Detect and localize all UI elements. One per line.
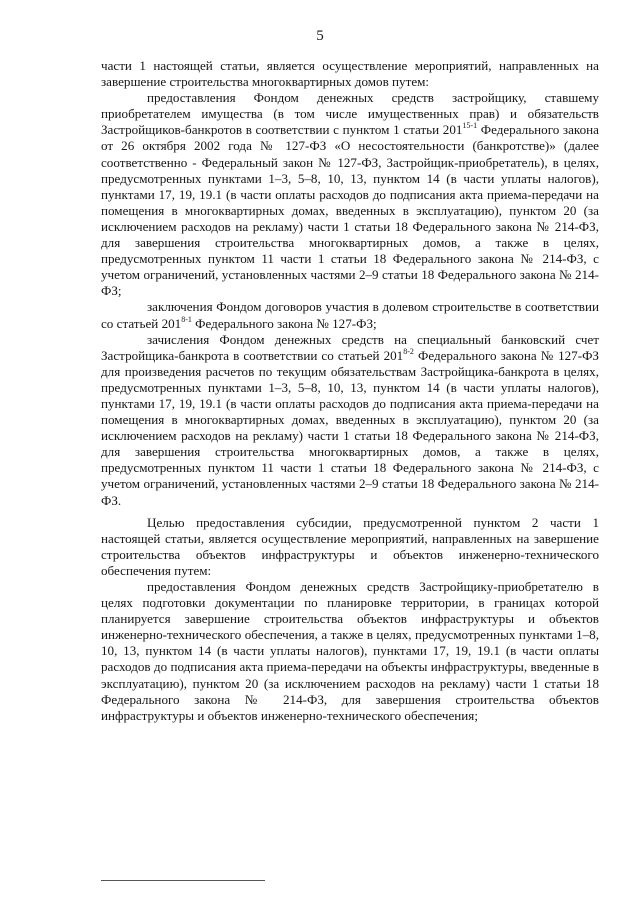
paragraph xyxy=(101,579,599,724)
paragraph-text: Федерального закона от 26 октября 2002 года № 127-ФЗ «О несостоятельности (банкротстве)» (далее соответственно - Федеральный закон № 127-ФЗ, Застройщик-приобретатель), в целях, предусмотренных пунктами 1–3, 5–8, 10, 13, пунктом 14 (в части уплаты налогов), пунктами 17, 19, 19.1 (в части оплаты расходов до подписания акта приема-передачи на помещения в многоквартирных домах, введенных в эксплуатацию), пунктом 20 (за исключением расходов на рекламу) части 1 статьи 18 Федерального закона № 214-ФЗ, для завершения строительства многоквартирных домов, а также в целях, предусмотренных пунктом 11 части 1 статьи 18 Федерального закона № 214-ФЗ, с учетом ограничений, установленных частями 2–9 статьи 18 Федерального закона № 214-ФЗ; xyxy=(101,122,599,299)
footnote-separator xyxy=(101,880,265,881)
paragraph xyxy=(101,332,599,509)
article-superscript: 8-1 xyxy=(181,314,192,324)
paragraph-text: предоставления Фондом денежных средств Застройщику-приобретателю в целях подготовки документации по планировке территории, в границах которой планируется завершение строительства объектов инфраструктуры и объектов инженерно-технического обеспечения, а также в целях, предусмотренных пунктами 1–8, 10, 13, пунктом 14 (в части уплаты налогов), пунктами 17, 19, 19.1 (в части оплаты расходов до подписания акта приема-передачи на объекты инфраструктуры, введенные в эксплуатацию), пунктом 20 (за исключением расходов на рекламу) части 1 статьи 18 Федерального закона № 214-ФЗ, для завершения строительства объектов инфраструктуры и объектов инженерно-технического обеспечения; xyxy=(101,579,599,723)
document-body xyxy=(101,58,599,724)
paragraph-text: заключения Фондом договоров участия в долевом строительстве в соответствии со статьей 201 xyxy=(101,299,599,331)
paragraph xyxy=(101,515,599,579)
paragraph xyxy=(101,90,599,299)
paragraph xyxy=(101,299,599,331)
paragraph-text: части 1 настоящей статьи, является осуществление мероприятий, направленных на завершение строительства многоквартирных домов путем: xyxy=(101,58,599,90)
article-superscript: 8-2 xyxy=(403,346,414,356)
paragraph-text: Федерального закона № 127-ФЗ для произведения расчетов по текущим обязательствам Застройщика-банкрота в целях, предусмотренных пунктами 1–3, 5–8, 10, 13, пунктом 14 (в части уплаты налогов), пунктами 17, 19, 19.1 (в части оплаты расходов до подписания акта приема-передачи на помещения в многоквартирных домах, введенных в эксплуатацию), пунктом 20 (за исключением расходов на рекламу) части 1 статьи 18 Федерального закона № 214-ФЗ, для завершения строительства многоквартирных домов, а также в целях, предусмотренных пунктом 11 части 1 статьи 18 Федерального закона № 214-ФЗ, с учетом ограничений, установленных частями 2–9 статьи 18 Федерального закона № 214-ФЗ. xyxy=(101,347,599,508)
paragraph xyxy=(101,58,599,90)
paragraph-text: Целью предоставления субсидии, предусмотренной пунктом 2 части 1 настоящей статьи, является осуществление мероприятий, направленных на завершение строительства объектов инфраструктуры и объектов инженерно-технического обеспечения путем: xyxy=(101,514,599,578)
page-number: 5 xyxy=(316,28,324,44)
article-superscript: 15-1 xyxy=(462,121,478,131)
paragraph-text: Федерального закона № 127-ФЗ; xyxy=(191,315,377,331)
paragraph-text: зачисления Фондом денежных средств на специальный банковский счет Застройщика-банкрота в соответствии со статьей 201 xyxy=(101,331,599,363)
paragraph-text: предоставления Фондом денежных средств застройщику, ставшему приобретателем имущества (в том числе имущественных прав) и обязательств Застройщиков-банкротов в соответствии с пунктом 1 статьи 201 xyxy=(101,90,599,138)
